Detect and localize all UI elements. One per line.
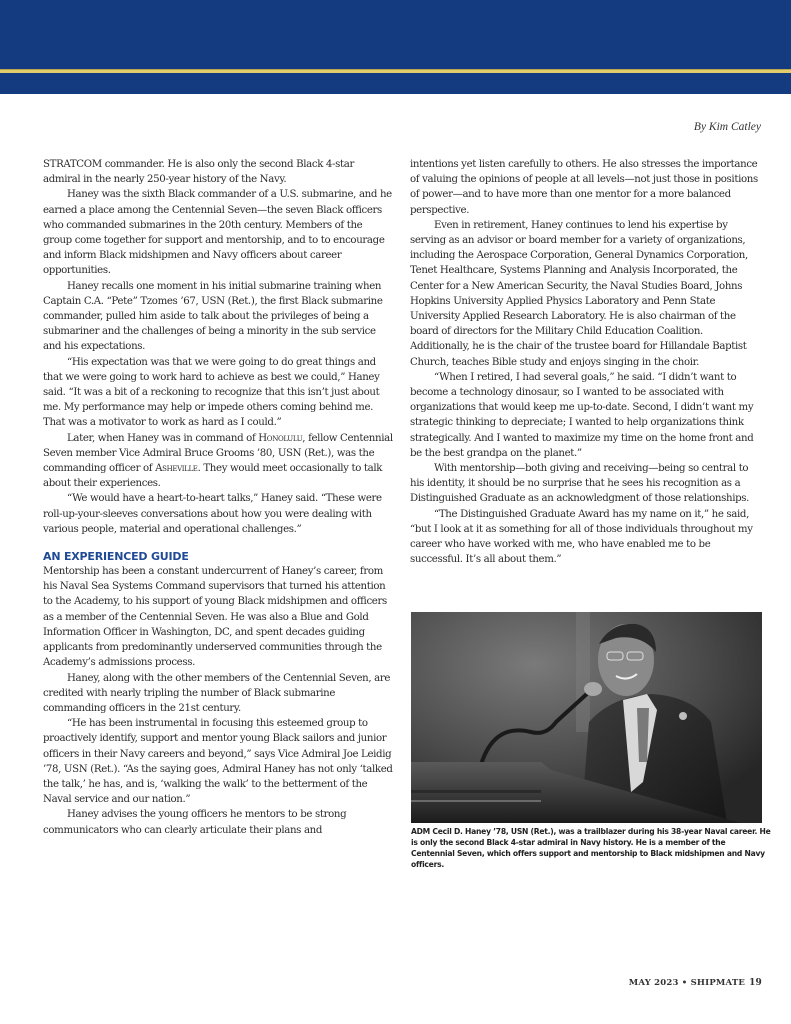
paragraph bbox=[43, 431, 394, 492]
paragraph: “The Distinguished Graduate Award has my name on it,” he said, “but I look at it as something for all of those individuals throughout my career who have worked with me, who have enabled me to be successful. It’s all about them.” bbox=[410, 508, 753, 566]
paragraph: Haney recalls one moment in his initial submarine training when Captain C.A. “Pete” Tzomes ’67, USN (Ret.), the first Black submarine commander, pulled him aside to talk about the privileges of being a submariner and the challenges of being a minority in the sub service and his expectations. bbox=[43, 280, 383, 353]
text-run: , fellow Centennial Seven member Vice Admiral Bruce Grooms ’80, USN (Ret.), was the commanding officer of bbox=[43, 432, 393, 475]
paragraph: “When I retired, I had several goals,” he said. “I didn’t want to become a technology dinosaur, so I wanted to be associated with organizations that would keep me up-to-date. Second, I didn’t want my strategic thinking to depreciate; I wanted to help organizations think strategically. And I wanted to maximize my time on the home front and be the best grandpa on the planet.” bbox=[410, 371, 754, 459]
paragraph: “He has been instrumental in focusing this esteemed group to proactively identify, support and mentor young Black sailors and junior officers in their Navy careers and beyond,” says Vice Admiral Joe Leidig ’78, USN (Ret.). “As the saying goes, Admiral Haney has not only ‘talked the talk,’ he has, and is, ‘walking the walk’ to the betterment of the Naval service and our nation.” bbox=[43, 718, 393, 806]
header-banner bbox=[0, 0, 791, 94]
text-run: . They would meet occasionally to talk about their experiences. bbox=[43, 463, 383, 490]
paragraph: With mentorship—both giving and receiving—being so central to his identity, it should be no surprise that he sees his recognition as a Distinguished Graduate as an acknowledgment of those relationships. bbox=[410, 463, 750, 505]
paragraph: STRATCOM commander. He is also only the second Black 4-star admiral in the nearly 250-year history of the Navy. bbox=[43, 159, 354, 186]
paragraph: Haney was the sixth Black commander of a U.S. submarine, and he earned a place among the Centennial Seven—the seven Black officers who commanded submarines in the 20th century. Members of the group come together for support and mentorship, and to to encourage and inform Black midshipmen and Navy officers about career opportunities. bbox=[43, 189, 392, 277]
left-column bbox=[43, 157, 394, 838]
paragraph: Haney advises the young officers he mentors to be strong communicators who can clearly articulate their plans and bbox=[43, 809, 347, 836]
photo-caption: ADM Cecil D. Haney ’78, USN (Ret.), was a trailblazer during his 38-year Naval career. He is only the second Black 4-star admiral in Navy history. He is a member of the Centennial Seven, which offers support and mentorship to Black midshipmen and Navy officers. bbox=[411, 827, 771, 869]
text-run: Later, when Haney was in command of bbox=[67, 432, 259, 444]
byline: By Kim Catley bbox=[693, 121, 761, 133]
section-heading: AN EXPERIENCED GUIDE bbox=[43, 550, 189, 564]
paragraph: Haney, along with the other members of the Centennial Seven, are credited with nearly tripling the number of Black submarine commanding officers in the 21st century. bbox=[43, 672, 391, 714]
issue-label: MAY 2023 • SHIPMATE bbox=[628, 978, 746, 988]
microphone-icon bbox=[584, 682, 602, 696]
ship-name-asheville: Asheville bbox=[155, 463, 198, 475]
paragraph: “His expectation was that we were going to do great things and that we were going to work hard to achieve as best we could,” Haney said. “It was a bit of a reckoning to recognize that this isn’t just about me. My performance may help or impede others coming behind me. That was a motivator to work as hard as I could.” bbox=[43, 356, 380, 429]
page-number: 19 bbox=[749, 978, 762, 988]
gold-accent-line bbox=[0, 69, 791, 73]
paragraph: “We would have a heart-to-heart talks,” Haney said. “These were roll-up-your-sleeves conversations about how you were dealing with various people, material and operational challenges.” bbox=[43, 493, 382, 535]
paragraph: Even in retirement, Haney continues to lend his expertise by serving as an advisor or board member for a variety of organizations, including the Aerospace Corporation, General Dynamics Corporation, Tenet Healthcare, Systems Planning and Analysis Incorporated, the Center for a New American Security, the Naval Studies Board, Johns Hopkins University Applied Physics Laboratory and Penn State University Applied Research Laboratory. He is also chairman of the board of directors for the Military Child Education Coalition. Additionally, he is the chair of the trustee board for Hillandale Baptist Church, teaches Bible study and enjoys singing in the choir. bbox=[410, 219, 748, 368]
paragraph: intentions yet listen carefully to others. He also stresses the importance of valuing the opinions of people at all levels—not just those in positions of power—and to have more than one mentor for a more balanced perspective. bbox=[410, 159, 758, 216]
photo-haney-at-podium bbox=[411, 612, 762, 823]
page-footer bbox=[629, 978, 762, 988]
paragraph: Mentorship has been a constant undercurrent of Haney’s career, from his Naval Sea Systems Command supervisors that turned his attention to the Academy, to his support of young Black midshipmen and officers as a member of the Centennial Seven. He was also a Blue and Gold Information Officer in Washington, DC, and spent decades guiding applicants from predominantly underserved communities through the Academy’s admissions process. bbox=[43, 566, 387, 669]
photo-illustration bbox=[411, 612, 762, 823]
right-column bbox=[410, 157, 761, 567]
ship-name-honolulu: Honolulu bbox=[258, 432, 303, 444]
